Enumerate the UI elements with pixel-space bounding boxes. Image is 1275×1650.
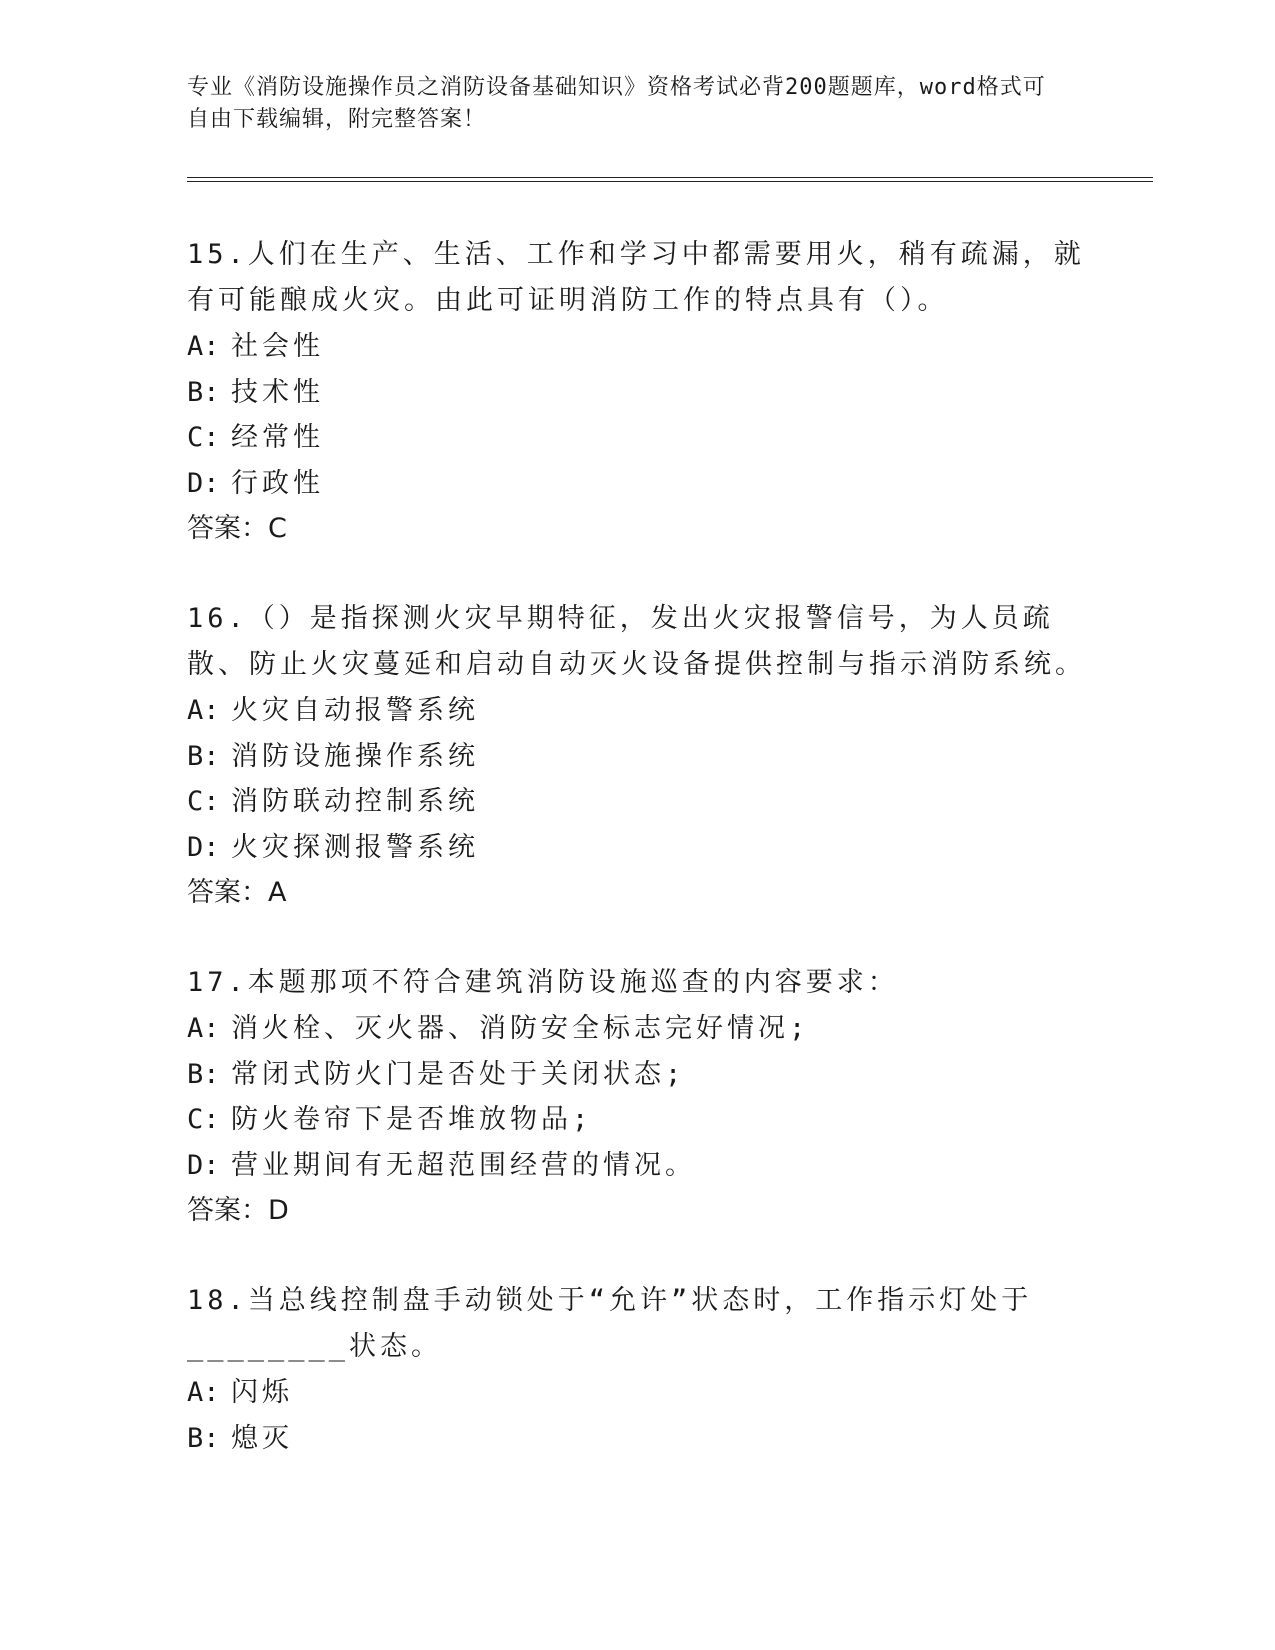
- question-item: [187, 232, 1087, 552]
- question-stem: 18.当总线控制盘手动锁处于“允许”状态时，工作指示灯处于________状态。: [187, 1285, 1033, 1362]
- option-text: 营业期间有无超范围经营的情况。: [231, 1149, 696, 1181]
- option-text: 社会性: [231, 331, 324, 362]
- option-c: [187, 1097, 1087, 1143]
- option-text: 火灾探测报警系统: [231, 831, 479, 863]
- option-b: [187, 734, 1087, 780]
- option-a: [187, 1006, 1087, 1052]
- question-stem: 17.本题那项不符合建筑消防设施巡查的内容要求：: [187, 967, 899, 998]
- question-item: [187, 596, 1087, 916]
- question-stem: 15.人们在生产、生活、工作和学习中都需要用火，稍有疏漏，就有可能酿成火灾。由此可证明消防工作的特点具有（）。: [187, 239, 1085, 316]
- answer-line: 答案：C: [187, 513, 287, 544]
- option-key: D:: [187, 1149, 220, 1181]
- option-text: 经常性: [231, 422, 324, 453]
- option-b: [187, 1052, 1087, 1098]
- option-text: 消火栓、灭火器、消防安全标志完好情况;: [231, 1013, 810, 1044]
- option-key: B:: [187, 376, 220, 408]
- option-key: A:: [187, 1013, 220, 1044]
- option-text: 闪烁: [231, 1377, 293, 1408]
- option-d: [187, 825, 1087, 871]
- option-key: C:: [187, 1104, 220, 1135]
- option-key: D:: [187, 831, 220, 863]
- option-key: A:: [187, 1377, 220, 1408]
- question-stem: 16.（）是指探测火灾早期特征，发出火灾报警信号，为人员疏散、防止火灾蔓延和启动自动灭火设备提供控制与指示消防系统。: [187, 603, 1086, 680]
- option-a: [187, 688, 1087, 734]
- answer-line: 答案：D: [187, 1195, 289, 1226]
- option-key: A:: [187, 331, 220, 362]
- question-list: [187, 232, 1087, 1505]
- option-a: [187, 1370, 1087, 1416]
- option-text: 技术性: [231, 376, 324, 408]
- option-text: 消防设施操作系统: [231, 740, 479, 772]
- option-text: 常闭式防火门是否处于关闭状态;: [231, 1058, 686, 1090]
- option-text: 行政性: [231, 467, 324, 499]
- option-key: C:: [187, 786, 220, 817]
- option-a: [187, 324, 1087, 370]
- option-b: [187, 370, 1087, 416]
- answer-line: 答案：A: [187, 877, 287, 908]
- option-text: 熄灭: [231, 1422, 293, 1454]
- option-c: [187, 415, 1087, 461]
- option-text: 消防联动控制系统: [231, 786, 479, 817]
- option-key: B:: [187, 1422, 220, 1454]
- option-key: A:: [187, 695, 220, 726]
- option-text: 火灾自动报警系统: [231, 695, 479, 726]
- option-d: [187, 461, 1087, 507]
- option-key: B:: [187, 1058, 220, 1090]
- option-key: B:: [187, 740, 220, 772]
- option-key: D:: [187, 467, 220, 499]
- option-text: 防火卷帘下是否堆放物品;: [231, 1104, 593, 1135]
- question-item: [187, 960, 1087, 1234]
- document-header: 专业《消防设施操作员之消防设备基础知识》资格考试必背200题题库，word格式可自由下载编辑，附完整答案！: [187, 75, 1046, 132]
- option-key: C:: [187, 422, 220, 453]
- header-divider: [187, 177, 1153, 182]
- option-c: [187, 779, 1087, 825]
- option-b: [187, 1416, 1087, 1462]
- option-d: [187, 1143, 1087, 1189]
- question-item: [187, 1278, 1087, 1461]
